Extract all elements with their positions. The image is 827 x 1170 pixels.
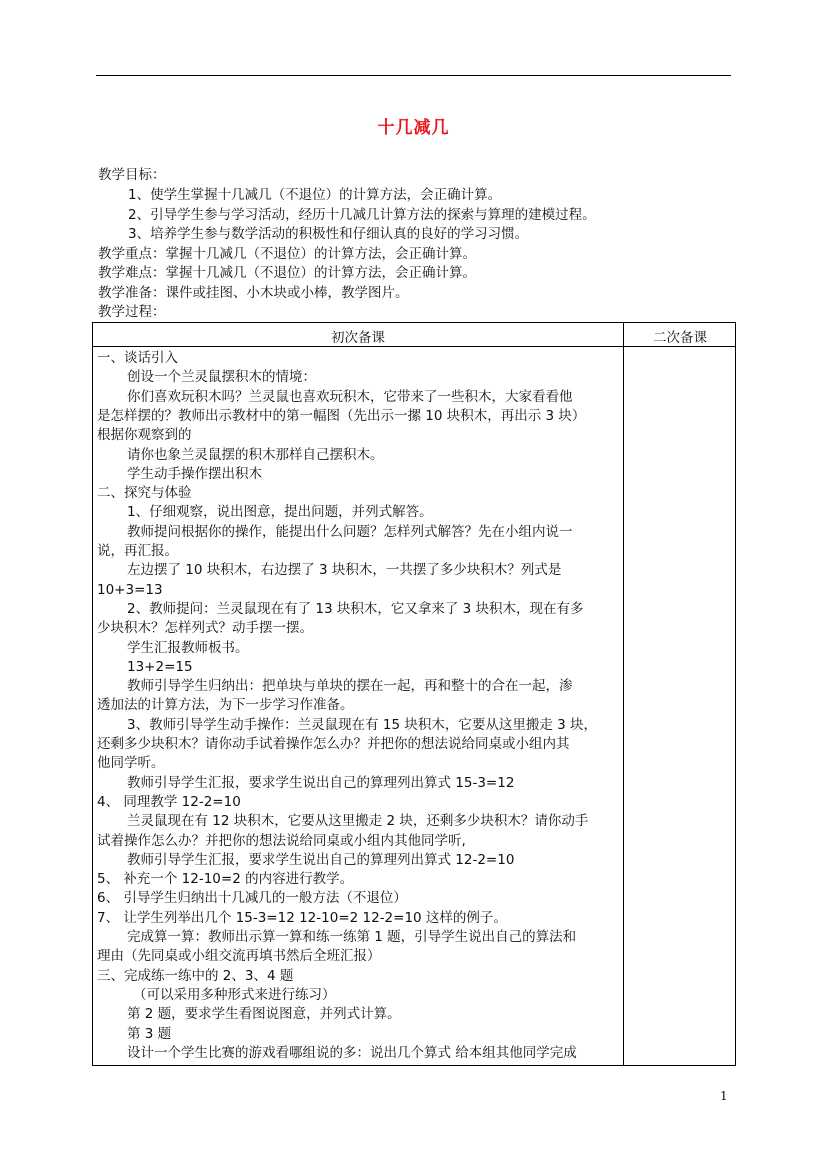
table-line: 第 2 题，要求学生看图说图意，并列式计算。 xyxy=(127,1006,401,1023)
table-line: 教师引导学生汇报，要求学生说出自己的算理列出算式 12-2=10 xyxy=(127,851,515,868)
table-line: （可以采用多种形式来进行练习） xyxy=(133,986,336,1003)
table-line: 3、教师引导学生动手操作：兰灵鼠现在有 15 块积木，它要从这里搬走 3 块， xyxy=(127,716,598,733)
table-line: 教师引导学生归纳出：把单块与单块的摆在一起，再和整十的合在一起，渗 xyxy=(127,678,573,695)
difficulty: 教学难点：掌握十几减几（不退位）的计算方法，会正确计算。 xyxy=(98,265,476,281)
table-line: 教师引导学生汇报，要求学生说出自己的算理列出算式 15-3=12 xyxy=(127,774,515,791)
table-line: 三、完成练一练中的 2、3、4 题 xyxy=(97,967,294,984)
table-line: 10+3=13 xyxy=(97,581,163,598)
table-line: 6、 引导学生归纳出十几减几的一般方法（不退位） xyxy=(97,890,407,907)
table-line: 理由（先同桌或小组交流再填书然后全班汇报） xyxy=(97,948,381,965)
table-line: 2、教师提问：兰灵鼠现在有了 13 块积木，它又拿来了 3 块积木，现在有多 xyxy=(127,600,584,617)
objective-1: 1、使学生掌握十几减几（不退位）的计算方法，会正确计算。 xyxy=(128,187,502,203)
header-divider xyxy=(93,346,735,347)
lesson-table xyxy=(92,322,736,1066)
objectives-heading: 教学目标： xyxy=(98,167,166,183)
table-line: 设计一个学生比赛的游戏看哪组说的多：说出几个算式 给本组其他同学完成 xyxy=(127,1044,577,1061)
table-line: 试着操作怎么办？并把你的想法说给同桌或小组内其他同学听, xyxy=(97,832,466,849)
table-line: 是怎样摆的？教师出示教材中的第一幅图（先出示一摞 10 块积木，再出示 3 块） xyxy=(97,407,586,424)
column-divider xyxy=(623,323,624,1065)
process-heading: 教学过程： xyxy=(98,304,166,320)
page-number: 1 xyxy=(720,1089,728,1103)
page-title: 十几减几 xyxy=(377,118,450,138)
table-line: 完成算一算：教师出示算一算和练一练第 1 题，引导学生说出自己的算法和 xyxy=(127,929,577,945)
table-line: 少块积木？怎样列式？动手摆一摆。 xyxy=(97,620,313,637)
table-line: 兰灵鼠现在有 12 块积木，它要从这里搬走 2 块，还剩多少块积木？请你动手 xyxy=(127,813,589,830)
table-line: 7、 让学生列举出几个 15-3=12 12-10=2 12-2=10 这样的例子。 xyxy=(97,909,507,926)
table-line: 根据你观察到的 xyxy=(97,427,192,444)
header-rule xyxy=(96,75,731,76)
table-line: 1、仔细观察，说出图意，提出问题，并列式解答。 xyxy=(127,504,433,521)
table-line: 创设一个兰灵鼠摆积木的情境： xyxy=(127,369,316,386)
table-line: 13+2=15 xyxy=(127,658,193,675)
table-line: 他同学听。 xyxy=(97,755,165,772)
table-line: 你们喜欢玩积木吗？兰灵鼠也喜欢玩积木，它带来了一些积木，大家看看他 xyxy=(127,388,573,405)
table-line: 学生动手操作摆出积木 xyxy=(127,465,262,482)
table-line: 4、 同理教学 12-2=10 xyxy=(97,793,241,810)
table-line: 教师提问根据你的操作，能提出什么问题？怎样列式解答？先在小组内说一 xyxy=(127,523,573,540)
table-line: 5、 补充一个 12-10=2 的内容进行教学。 xyxy=(97,871,354,888)
table-line: 还剩多少块积木？请你动手试着操作怎么办？并把你的想法说给同桌或小组内其 xyxy=(97,736,570,752)
table-line: 一、谈话引入 xyxy=(97,350,178,366)
objective-2: 2、引导学生参与学习活动，经历十几减几计算方法的探索与算理的建模过程。 xyxy=(128,207,596,223)
table-line: 左边摆了 10 块积木，右边摆了 3 块积木，一共摆了多少块积木？列式是 xyxy=(127,562,562,579)
key-point: 教学重点：掌握十几减几（不退位）的计算方法，会正确计算。 xyxy=(98,246,476,262)
table-line: 请你也象兰灵鼠摆的积木那样自己摆积木。 xyxy=(127,446,384,463)
table-line: 学生汇报教师板书。 xyxy=(127,639,249,656)
table-line: 透加法的计算方法，为下一步学习作准备。 xyxy=(97,697,354,714)
table-line: 第 3 题 xyxy=(127,1025,172,1042)
table-line: 二、探究与体验 xyxy=(97,485,192,502)
objective-3: 3、培养学生参与数学活动的积极性和仔细认真的良好的学习习惯。 xyxy=(128,226,529,242)
preparation: 教学准备：课件或挂图、小木块或小棒，教学图片。 xyxy=(98,285,409,301)
col-header-second-prep: 二次备课 xyxy=(653,330,707,346)
col-header-first-prep: 初次备课 xyxy=(331,330,385,346)
table-line: 说，再汇报。 xyxy=(97,543,178,559)
